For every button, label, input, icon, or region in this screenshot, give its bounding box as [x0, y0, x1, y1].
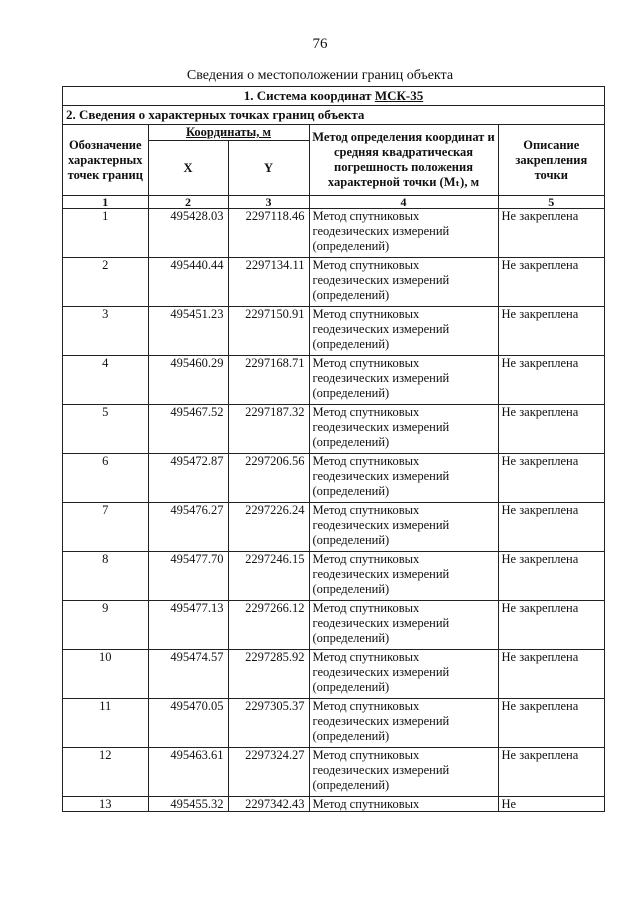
- coordinate-y-cell: [228, 552, 309, 601]
- point-number-cell: [63, 258, 148, 307]
- table-row: [63, 797, 604, 812]
- point-number-cell-text: 5: [102, 405, 109, 419]
- table-row: [63, 258, 604, 307]
- coordinate-x-cell-text: 495451.23: [170, 307, 224, 321]
- method-cell-text: Метод спутниковых геодезических измерений (определений): [312, 552, 450, 596]
- method-cell-text: Метод спутниковых геодезических измерений (определений): [312, 650, 450, 694]
- point-number-cell-text: 7: [102, 503, 109, 517]
- description-cell: [498, 650, 604, 699]
- coordinate-x-cell-text: 495474.57: [170, 650, 224, 664]
- description-cell-text: Не закреплена: [501, 209, 579, 223]
- point-number-cell: [63, 601, 148, 650]
- table-row: [63, 454, 604, 503]
- coordinate-x-cell-text: 495455.32: [170, 797, 224, 811]
- point-number-cell-text: 8: [102, 552, 109, 566]
- coordinate-x-cell-text: 495477.70: [170, 552, 224, 566]
- method-cell: [309, 307, 498, 356]
- point-number-cell: [63, 748, 148, 797]
- point-number-cell-text: 9: [102, 601, 109, 615]
- description-cell-text: Не закреплена: [501, 748, 579, 762]
- description-cell: [498, 699, 604, 748]
- coordinate-x-cell: [148, 552, 228, 601]
- method-cell-text: Метод спутниковых геодезических измерений (определений): [312, 209, 450, 253]
- page-number: 76: [312, 36, 328, 52]
- point-number-cell-text: 4: [102, 356, 109, 370]
- coordinate-y-cell-text: 2297134.11: [245, 258, 305, 272]
- coordinate-y-cell: [228, 258, 309, 307]
- points-table-body: [63, 209, 604, 812]
- point-number-cell-text: 10: [99, 650, 112, 664]
- coordinate-x-cell-text: 495477.13: [170, 601, 224, 615]
- section-points-heading: 2. Сведения о характерных точках границ объекта: [63, 106, 604, 125]
- method-cell: [309, 356, 498, 405]
- points-table: [63, 125, 604, 811]
- point-number-cell-text: 1: [102, 209, 109, 223]
- point-number-cell-text: 12: [99, 748, 112, 762]
- point-number-cell: [63, 650, 148, 699]
- coordinate-x-cell: [148, 699, 228, 748]
- point-number-cell: [63, 307, 148, 356]
- method-cell: [309, 748, 498, 797]
- description-cell: [498, 454, 604, 503]
- table-row: [63, 209, 604, 258]
- coordinate-y-cell: [228, 699, 309, 748]
- coordinate-y-cell: [228, 797, 309, 812]
- header-col-number: 2: [148, 196, 228, 209]
- point-number-cell-text: 2: [102, 258, 109, 272]
- coordinate-x-cell: [148, 454, 228, 503]
- coordinate-y-cell-text: 2297226.24: [245, 503, 305, 517]
- coordinate-y-cell-text: 2297285.92: [245, 650, 305, 664]
- point-number-cell: [63, 405, 148, 454]
- document-title: Сведения о местоположении границ объекта: [186, 68, 454, 83]
- method-cell: [309, 699, 498, 748]
- header-y: Y: [228, 141, 309, 196]
- description-cell: [498, 552, 604, 601]
- header-col-number: 5: [498, 196, 604, 209]
- method-cell-text: Метод спутниковых геодезических измерений (определений): [312, 503, 450, 547]
- method-cell: [309, 405, 498, 454]
- description-cell-text: Не закреплена: [501, 699, 579, 713]
- table-row: [63, 552, 604, 601]
- coordinate-x-cell-text: 495472.87: [170, 454, 224, 468]
- method-cell-text: Метод спутниковых геодезических измерений (определений): [312, 405, 450, 449]
- method-cell: [309, 258, 498, 307]
- description-cell-text: Не закреплена: [501, 258, 579, 272]
- coordinate-x-cell: [148, 797, 228, 812]
- table-row: [63, 748, 604, 797]
- point-number-cell: [63, 454, 148, 503]
- coordinate-x-cell-text: 495440.44: [170, 258, 224, 272]
- method-cell-text: Метод спутниковых геодезических измерений (определений): [312, 454, 450, 498]
- coordinates-form: [62, 86, 605, 812]
- description-cell-text: Не закреплена: [501, 356, 579, 370]
- point-number-cell: [63, 503, 148, 552]
- description-cell-text: Не закреплена: [501, 405, 579, 419]
- description-cell: [498, 748, 604, 797]
- point-number-cell: [63, 699, 148, 748]
- description-cell: [498, 797, 604, 812]
- header-coordinates-label: Координаты, м: [185, 125, 272, 139]
- method-cell-text: Метод спутниковых: [312, 797, 420, 811]
- method-cell: [309, 209, 498, 258]
- coordinate-y-cell: [228, 601, 309, 650]
- description-cell-text: Не закреплена: [501, 650, 579, 664]
- header-col-number: 1: [63, 196, 148, 209]
- point-number-cell-text: 6: [102, 454, 109, 468]
- coordinate-x-cell-text: 495476.27: [170, 503, 224, 517]
- table-row: [63, 405, 604, 454]
- coordinate-x-cell: [148, 748, 228, 797]
- coordinate-x-cell: [148, 356, 228, 405]
- description-cell: [498, 209, 604, 258]
- method-cell: [309, 552, 498, 601]
- coordinate-x-cell-text: 495470.05: [170, 699, 224, 713]
- point-number-cell: [63, 356, 148, 405]
- table-row: [63, 356, 604, 405]
- table-row: [63, 601, 604, 650]
- coordinate-y-cell-text: 2297246.15: [245, 552, 305, 566]
- table-row: [63, 503, 604, 552]
- coordinate-x-cell: [148, 209, 228, 258]
- coordinate-y-cell-text: 2297305.37: [245, 699, 305, 713]
- coordinate-y-cell-text: 2297118.46: [245, 209, 305, 223]
- method-cell: [309, 503, 498, 552]
- method-cell: [309, 797, 498, 812]
- point-number-cell-text: 3: [102, 307, 109, 321]
- description-cell: [498, 601, 604, 650]
- header-point-designation: Обозначение характерных точек границ: [63, 125, 148, 196]
- description-cell: [498, 356, 604, 405]
- point-number-cell: [63, 552, 148, 601]
- coordinate-y-cell-text: 2297342.43: [245, 797, 305, 811]
- point-number-cell: [63, 797, 148, 812]
- coordinate-y-cell: [228, 209, 309, 258]
- description-cell-text: Не закреплена: [501, 503, 579, 517]
- coordinate-x-cell: [148, 258, 228, 307]
- method-cell-text: Метод спутниковых геодезических измерений (определений): [312, 307, 450, 351]
- description-cell-text: Не: [501, 797, 517, 811]
- coordinate-x-cell: [148, 650, 228, 699]
- section-coordinate-system: [63, 87, 604, 106]
- coordinate-y-cell: [228, 454, 309, 503]
- coordinate-y-cell: [228, 356, 309, 405]
- coordinate-x-cell: [148, 405, 228, 454]
- table-row: [63, 650, 604, 699]
- method-cell: [309, 601, 498, 650]
- coordinate-y-cell-text: 2297187.32: [245, 405, 305, 419]
- coordinate-x-cell-text: 495428.03: [170, 209, 224, 223]
- point-number-cell-text: 11: [99, 699, 112, 713]
- point-number-cell-text: 13: [99, 797, 112, 811]
- header-x: X: [148, 141, 228, 196]
- table-row: [63, 699, 604, 748]
- coordinate-y-cell: [228, 405, 309, 454]
- coordinate-y-cell: [228, 650, 309, 699]
- description-cell-text: Не закреплена: [501, 552, 579, 566]
- coordinate-y-cell-text: 2297266.12: [245, 601, 305, 615]
- coordinate-x-cell-text: 495460.29: [170, 356, 224, 370]
- point-number-cell: [63, 209, 148, 258]
- header-coordinates: [148, 125, 309, 141]
- coordinate-y-cell-text: 2297206.56: [245, 454, 305, 468]
- method-cell-text: Метод спутниковых геодезических измерений (определений): [312, 601, 450, 645]
- description-cell: [498, 405, 604, 454]
- coordinate-system-name: МСК-35: [374, 88, 424, 103]
- coordinate-x-cell-text: 495467.52: [170, 405, 224, 419]
- description-cell: [498, 307, 604, 356]
- header-col-number: 3: [228, 196, 309, 209]
- method-cell-text: Метод спутниковых геодезических измерений (определений): [312, 356, 450, 400]
- method-cell: [309, 454, 498, 503]
- coordinate-x-cell-text: 495463.61: [170, 748, 224, 762]
- description-cell-text: Не закреплена: [501, 307, 579, 321]
- method-cell-text: Метод спутниковых геодезических измерений (определений): [312, 748, 450, 792]
- coordinate-y-cell: [228, 307, 309, 356]
- description-cell: [498, 503, 604, 552]
- method-cell: [309, 650, 498, 699]
- description-cell: [498, 258, 604, 307]
- method-cell-text: Метод спутниковых геодезических измерений (определений): [312, 258, 450, 302]
- description-cell-text: Не закреплена: [501, 601, 579, 615]
- coordinate-x-cell: [148, 601, 228, 650]
- method-cell-text: Метод спутниковых геодезических измерений (определений): [312, 699, 450, 743]
- coordinate-y-cell-text: 2297324.27: [245, 748, 305, 762]
- coordinate-y-cell: [228, 748, 309, 797]
- coordinate-x-cell: [148, 503, 228, 552]
- header-description: Описание закрепления точки: [498, 125, 604, 196]
- coordinate-x-cell: [148, 307, 228, 356]
- coordinate-y-cell-text: 2297150.91: [245, 307, 305, 321]
- table-row: [63, 307, 604, 356]
- coordinate-y-cell: [228, 503, 309, 552]
- section-coordinate-system-label: 1. Система координат: [243, 88, 375, 103]
- header-col-number: 4: [309, 196, 498, 209]
- header-method: Метод определения координат и средняя квадратическая погрешность положения характерной точки (Mₜ), м: [309, 125, 498, 196]
- description-cell-text: Не закреплена: [501, 454, 579, 468]
- coordinate-y-cell-text: 2297168.71: [245, 356, 305, 370]
